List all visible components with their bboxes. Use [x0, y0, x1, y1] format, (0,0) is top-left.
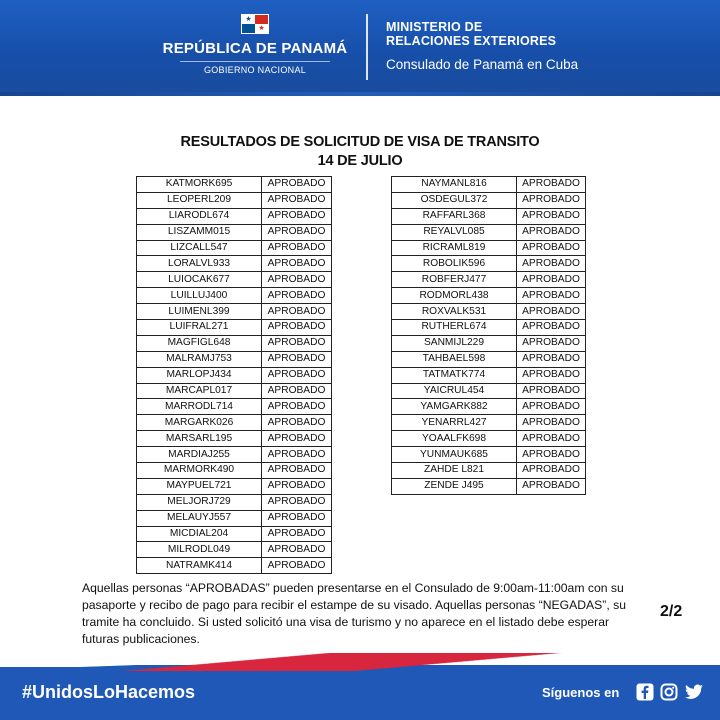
- applicant-code: MARLOPJ434: [137, 367, 262, 383]
- application-status: APROBADO: [517, 288, 586, 304]
- table-row: [392, 272, 586, 288]
- table-row: [137, 256, 332, 272]
- application-status: APROBADO: [517, 192, 586, 208]
- table-row: [137, 351, 332, 367]
- notice-text: Aquellas personas “APROBADAS” pueden presentarse en el Consulado de 9:00am-11:00am con su pasaporte y recibo de pago para recibir el estampe de su visado. Aquellas personas “NEGADAS”, su tramite ha concluido. Si usted solicitó una visa de turismo y no aparece en el listado debe esperar futuras publicaciones.: [82, 581, 626, 646]
- applicant-code: ZAHDE L821: [392, 463, 517, 479]
- applicant-code: MARRODL714: [137, 399, 262, 415]
- applicant-code: ROBFERJ477: [392, 272, 517, 288]
- application-status: APROBADO: [517, 447, 586, 463]
- table-row: [137, 240, 332, 256]
- applicant-code: MILRODL049: [137, 542, 262, 558]
- header-divider: [366, 14, 368, 80]
- applicant-code: MARSARL195: [137, 431, 262, 447]
- table-row: [137, 192, 332, 208]
- applicant-code: LUILLUJ400: [137, 288, 262, 304]
- applicant-code: MARMORK490: [137, 463, 262, 479]
- application-status: APROBADO: [262, 526, 332, 542]
- applicant-code: LUIOCAK677: [137, 272, 262, 288]
- table-row: [137, 431, 332, 447]
- table-row: [137, 288, 332, 304]
- applicant-code: ROXVALK531: [392, 304, 517, 320]
- twitter-icon[interactable]: [684, 683, 704, 701]
- document-title: RESULTADOS DE SOLICITUD DE VISA DE TRANSITO: [180, 134, 540, 150]
- application-status: APROBADO: [262, 320, 332, 336]
- table-row: [392, 240, 586, 256]
- table-row: [137, 304, 332, 320]
- application-status: APROBADO: [517, 256, 586, 272]
- application-status: APROBADO: [517, 383, 586, 399]
- table-row: [137, 415, 332, 431]
- table-row: [137, 447, 332, 463]
- table-row: [137, 494, 332, 510]
- application-status: APROBADO: [517, 351, 586, 367]
- application-status: APROBADO: [517, 367, 586, 383]
- application-status: APROBADO: [517, 415, 586, 431]
- table-row: [137, 383, 332, 399]
- table-row: [137, 478, 332, 494]
- applicant-code: RUTHERL674: [392, 320, 517, 336]
- table-row: [392, 208, 586, 224]
- applicant-code: LUIMENL399: [137, 304, 262, 320]
- applicant-code: MELJORJ729: [137, 494, 262, 510]
- applicant-code: RICRAML819: [392, 240, 517, 256]
- applicant-code: MARDIAJ255: [137, 447, 262, 463]
- application-status: APROBADO: [517, 478, 586, 494]
- application-status: APROBADO: [517, 224, 586, 240]
- table-row: [392, 478, 586, 494]
- government-label: GOBIERNO NACIONAL: [203, 65, 307, 75]
- footer-red-stripe: [0, 653, 720, 671]
- table-row: [392, 463, 586, 479]
- applicant-code: YOAALFK698: [392, 431, 517, 447]
- application-status: APROBADO: [262, 399, 332, 415]
- application-status: APROBADO: [517, 272, 586, 288]
- applicant-code: MARCAPL017: [137, 383, 262, 399]
- table-row: [137, 463, 332, 479]
- table-row: [137, 526, 332, 542]
- application-status: APROBADO: [262, 415, 332, 431]
- applicant-code: NAYMANL816: [392, 177, 517, 193]
- application-status: APROBADO: [517, 240, 586, 256]
- applicant-code: MICDIAL204: [137, 526, 262, 542]
- table-row: [137, 224, 332, 240]
- table-row: [137, 367, 332, 383]
- panama-flag-icon: ★ ★: [241, 14, 269, 34]
- application-status: APROBADO: [517, 208, 586, 224]
- application-status: APROBADO: [517, 431, 586, 447]
- application-status: APROBADO: [262, 447, 332, 463]
- brand-divider: [180, 61, 330, 62]
- application-status: APROBADO: [517, 177, 586, 193]
- applicant-code: RAFFARL368: [392, 208, 517, 224]
- ministry-line-1: MINISTERIO DE: [386, 20, 483, 34]
- application-status: APROBADO: [262, 367, 332, 383]
- table-row: [392, 399, 586, 415]
- applicant-code: LORALVL933: [137, 256, 262, 272]
- applicant-code: ZENDE J495: [392, 478, 517, 494]
- document-date: 14 DE JULIO: [317, 153, 403, 169]
- applicant-code: YUNMAUK685: [392, 447, 517, 463]
- applicant-code: KATMORK695: [137, 177, 262, 193]
- application-status: APROBADO: [262, 463, 332, 479]
- application-status: APROBADO: [517, 463, 586, 479]
- application-status: APROBADO: [262, 494, 332, 510]
- table-row: [137, 208, 332, 224]
- application-status: APROBADO: [262, 558, 332, 574]
- applicant-code: LIZCALL547: [137, 240, 262, 256]
- application-status: APROBADO: [262, 177, 332, 193]
- application-status: APROBADO: [262, 383, 332, 399]
- ministry-brand: [386, 20, 578, 72]
- applicant-code: LEOPERL209: [137, 192, 262, 208]
- table-row: [392, 320, 586, 336]
- table-row: [137, 510, 332, 526]
- application-status: APROBADO: [262, 478, 332, 494]
- applicant-code: RODMORL438: [392, 288, 517, 304]
- table-row: [137, 399, 332, 415]
- applicant-code: OSDEGUL372: [392, 192, 517, 208]
- table-row: [392, 383, 586, 399]
- table-row: [137, 272, 332, 288]
- application-status: APROBADO: [262, 256, 332, 272]
- applicant-code: MAYPUEL721: [137, 478, 262, 494]
- applicant-code: LISZAMM015: [137, 224, 262, 240]
- applicant-code: TAHBAEL598: [392, 351, 517, 367]
- table-row: [392, 367, 586, 383]
- applicant-code: LUIFRAL271: [137, 320, 262, 336]
- applicant-code: REYALVL085: [392, 224, 517, 240]
- application-status: APROBADO: [262, 224, 332, 240]
- application-status: APROBADO: [517, 335, 586, 351]
- application-status: APROBADO: [262, 335, 332, 351]
- applicant-code: ROBOLIK596: [392, 256, 517, 272]
- applicant-code: YENARRL427: [392, 415, 517, 431]
- applicant-code: LIARODL674: [137, 208, 262, 224]
- table-row: [392, 192, 586, 208]
- application-status: APROBADO: [262, 510, 332, 526]
- right-results-table: [391, 176, 586, 495]
- table-row: [137, 558, 332, 574]
- table-row: [137, 177, 332, 193]
- application-status: APROBADO: [262, 208, 332, 224]
- ministry-line-2: RELACIONES EXTERIORES: [386, 34, 557, 48]
- application-status: APROBADO: [262, 304, 332, 320]
- application-status: APROBADO: [262, 192, 332, 208]
- application-status: APROBADO: [517, 304, 586, 320]
- table-row: [392, 177, 586, 193]
- application-status: APROBADO: [262, 351, 332, 367]
- instagram-icon[interactable]: [660, 683, 678, 701]
- applicant-code: MARGARK026: [137, 415, 262, 431]
- left-results-table: [136, 176, 332, 574]
- country-name: REPÚBLICA DE PANAMÁ: [162, 40, 348, 57]
- applicant-code: NATRAMK414: [137, 558, 262, 574]
- application-status: APROBADO: [262, 240, 332, 256]
- header-banner: [0, 0, 720, 96]
- consulate-name: Consulado de Panamá en Cuba: [386, 57, 579, 72]
- applicant-code: YAMGARK882: [392, 399, 517, 415]
- table-row: [392, 256, 586, 272]
- applicant-code: MELAUYJ557: [137, 510, 262, 526]
- facebook-icon[interactable]: [636, 683, 654, 701]
- table-row: [392, 224, 586, 240]
- application-status: APROBADO: [262, 288, 332, 304]
- table-row: [392, 335, 586, 351]
- table-row: [392, 447, 586, 463]
- applicant-code: YAICRUL454: [392, 383, 517, 399]
- campaign-hashtag: #UnidosLoHacemos: [22, 682, 196, 702]
- applicant-code: TATMATK774: [392, 367, 517, 383]
- page-indicator: 2/2: [660, 603, 683, 620]
- applicant-code: MALRAMJ753: [137, 351, 262, 367]
- application-status: APROBADO: [262, 542, 332, 558]
- applicant-code: MAGFIGL648: [137, 335, 262, 351]
- table-row: [392, 288, 586, 304]
- application-status: APROBADO: [517, 320, 586, 336]
- table-row: [137, 335, 332, 351]
- footer-banner: [0, 665, 720, 720]
- follow-label: Síguenos en: [542, 685, 620, 700]
- applicant-code: SANMIJL229: [392, 335, 517, 351]
- application-status: APROBADO: [262, 272, 332, 288]
- table-row: [137, 320, 332, 336]
- application-status: APROBADO: [262, 431, 332, 447]
- application-status: APROBADO: [517, 399, 586, 415]
- government-brand: [160, 14, 350, 75]
- table-row: [392, 431, 586, 447]
- table-row: [392, 351, 586, 367]
- table-row: [392, 415, 586, 431]
- table-row: [392, 304, 586, 320]
- table-row: [137, 542, 332, 558]
